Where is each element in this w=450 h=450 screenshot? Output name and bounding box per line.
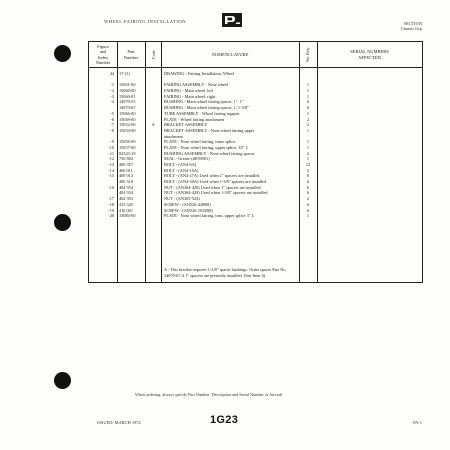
cell-figure-index: -8 (110, 127, 114, 133)
cell-quantity: 1 (306, 88, 310, 94)
cell-nomenclature: BOLT - (AN4-27A) Used when 1" spacers are installed (164, 173, 260, 179)
page-code: PA-1 (413, 420, 422, 425)
cell-nomenclature: PLATE - Wheel fairing attachment (164, 116, 225, 122)
cell-quantity: 6 (306, 201, 310, 207)
cell-nomenclature: PLATE - Nose wheel fairing, trim, upper splice 3" L (164, 213, 255, 219)
cell-nomenclature: TUBE ASSEMBLY - Wheel fairing support (164, 110, 240, 116)
cell-part-number: 82543-19 (119, 150, 136, 156)
cell-nomenclature: FAIRING - Main wheel, left (164, 88, 213, 94)
cell-nomenclature: BOLT - (AN4-6A) (164, 162, 197, 167)
cell-figure-index: -14 (108, 167, 114, 173)
page-number: 1G23 (210, 414, 239, 426)
cell-nomenclature: DRAWING - Fairing Installation, Wheel (164, 71, 235, 76)
parts-list-table (88, 41, 423, 283)
cell-figure-index: -6 (110, 116, 114, 122)
parts-rows (89, 71, 422, 219)
cell-part-number: 17-(1) (119, 71, 130, 76)
page-title: WHEEL FAIRING INSTALLATION (104, 19, 187, 24)
cell-nomenclature: BOLT - (AN4-30A) Used when 1-3/8" spacers are installed (164, 179, 267, 185)
cell-nomenclature: NUT - (AN364-428) Used when 1" spacers are installed (164, 184, 261, 190)
cell-figure-index: -11 (108, 150, 114, 156)
cell-nomenclature: PLATE - Nose wheel fairing, inner splice (164, 139, 236, 145)
cell-quantity: 2 (306, 122, 310, 128)
cell-quantity: 1 (306, 139, 310, 145)
cell-figure-index: 44 (109, 71, 114, 76)
binder-hole-top (54, 45, 71, 62)
cell-nomenclature: FAIRING - Main wheel, right (164, 93, 216, 99)
cell-figure-index: -18 (108, 201, 114, 207)
cell-quantity: 6 (306, 190, 310, 196)
cell-quantity: 6 (306, 184, 310, 190)
cell-figure-index: -16 (108, 184, 114, 190)
cell-figure-index: -4 (110, 99, 114, 105)
cell-nomenclature: BRACKET ASSEMBLY - Nose wheel fairing upper (164, 127, 255, 133)
table-row (89, 213, 422, 219)
cell-nomenclature: BUSHING - Main wheel fairing spacer, 1, 1-3/8" (164, 105, 249, 111)
cell-figure-index: -3 (110, 93, 114, 99)
cell-part-number: 400 316 (119, 179, 133, 185)
cell-quantity: 6 (306, 173, 310, 179)
cell-quantity: 6 (306, 99, 310, 105)
cell-quantity: 1 (306, 144, 310, 150)
column-header-part-number: Part Number (117, 42, 145, 68)
cell-quantity: 2 (306, 167, 310, 173)
cell-quantity: 1 (306, 213, 310, 219)
column-header-code: Code (145, 42, 161, 68)
footnote: A - This bracket requires 1-3/8" spacer bushings. Order spacer Part No. 14970-67 if 1" spacers are presently installed. (See Item 4) (164, 267, 287, 278)
cell-figure-index: -5 (110, 110, 114, 116)
cell-figure-index: -12 (108, 156, 114, 162)
cell-figure-index: -20 (108, 213, 114, 219)
cell-nomenclature: SCREW - (AN526-1032R8) (164, 207, 213, 213)
cell-quantity: 12 (305, 162, 311, 167)
column-header-nomenclature: NOMENCLATURE (161, 42, 299, 68)
cell-quantity: 2 (306, 150, 310, 156)
cell-figure-index: -2 (110, 88, 114, 94)
cell-quantity: 2 (306, 196, 310, 202)
cell-nomenclature: BOLT - (AN4-10A) (164, 167, 199, 173)
cell-part-number: 15060-01 (119, 93, 136, 99)
cell-figure-index: -9 (110, 139, 114, 145)
cell-nomenclature: BUSHING - Main wheel fairing spacer, 1", 1" (164, 99, 244, 105)
cell-part-number: 15060-00 (119, 88, 136, 94)
cell-part-number: 15049-00 (119, 116, 136, 122)
cell-quantity: 2 (306, 116, 310, 122)
cell-part-number: 400 013 (119, 173, 133, 179)
cell-nomenclature: SCREW - (AN526-428R8) (164, 201, 211, 207)
cell-figure-index: -10 (108, 144, 114, 150)
cell-part-number: 15054-00 (119, 127, 136, 133)
cell-part-number: 15066-00 (119, 110, 136, 116)
cell-part-number: 404 954 (119, 184, 133, 190)
binder-hole-bottom (54, 372, 71, 389)
cell-nomenclature: NUT - (AN364-428) Used when 1-3/8" spacers are installed (164, 190, 268, 196)
cell-quantity: 1 (306, 110, 310, 116)
cell-part-number: 400 011 (119, 167, 133, 173)
cell-part-number: 400 357 (119, 162, 133, 167)
cell-figure-index: -13 (108, 162, 114, 167)
section-label: SECTION Chassis Grp (400, 21, 422, 32)
cell-quantity: 1 (306, 127, 310, 133)
cell-nomenclature: NUT - (AN365-524) (164, 196, 200, 202)
cell-figure-index: -19 (108, 207, 114, 213)
cell-part-number: 416 001 (119, 207, 133, 213)
cell-part-number: 14970-67 (119, 105, 136, 111)
ordering-instruction: When ordering, always specify Part Number, Description and Serial Number of Aircraft (135, 392, 283, 397)
cell-nomenclature: BRACKET ASSEMBLY (164, 122, 208, 128)
cell-part-number: 15084-00 (119, 213, 136, 219)
cell-part-number: 15052-00 (119, 122, 136, 128)
cell-code: A (151, 122, 155, 128)
cell-quantity: 6 (306, 207, 310, 213)
cell-part-number: 404 934 (119, 190, 133, 196)
cell-part-number: 756 882 (119, 156, 133, 162)
column-header-qty: No. Req. (299, 42, 317, 68)
manufacturer-logo-icon (222, 13, 242, 27)
cell-quantity: 6 (306, 179, 310, 185)
cell-part-number: 15061-00 (119, 82, 136, 88)
cell-nomenclature: FAIRING ASSEMBLY - Nose wheel (164, 82, 229, 88)
binder-hole-middle (54, 214, 71, 231)
cell-part-number: 15057-00 (119, 144, 136, 150)
cell-figure-index: -15 (108, 173, 114, 179)
cell-part-number: 15056-00 (119, 139, 136, 145)
cell-figure-index: -17 (108, 196, 114, 202)
cell-quantity: 1 (306, 93, 310, 99)
cell-part-number: 415 345 (119, 201, 133, 207)
cell-quantity: 1 (306, 82, 310, 88)
cell-part-number: 404 393 (119, 196, 133, 202)
cell-nomenclature: attachment (164, 133, 183, 139)
column-header-figure: Figure and Index Number (89, 42, 117, 68)
cell-quantity: 1 (306, 156, 310, 162)
cell-figure-index: -1 (110, 82, 114, 88)
issue-date: ISSUED: MARCH 1972 (97, 420, 141, 425)
column-header-serial-numbers: SERIAL NUMBERS AFFECTED (317, 42, 422, 68)
cell-nomenclature: SEAL - Grease (#E59001) (164, 156, 210, 162)
cell-nomenclature: PLATE - Nose wheel fairing, upper splice, 18" L (164, 144, 249, 150)
cell-part-number: 14970-55 (119, 99, 136, 105)
cell-figure-index: -7 (110, 122, 114, 128)
cell-quantity: 6 (306, 105, 310, 111)
cell-nomenclature: BUSHING ASSEMBLY - Nose wheel fairing spacer (164, 150, 255, 156)
